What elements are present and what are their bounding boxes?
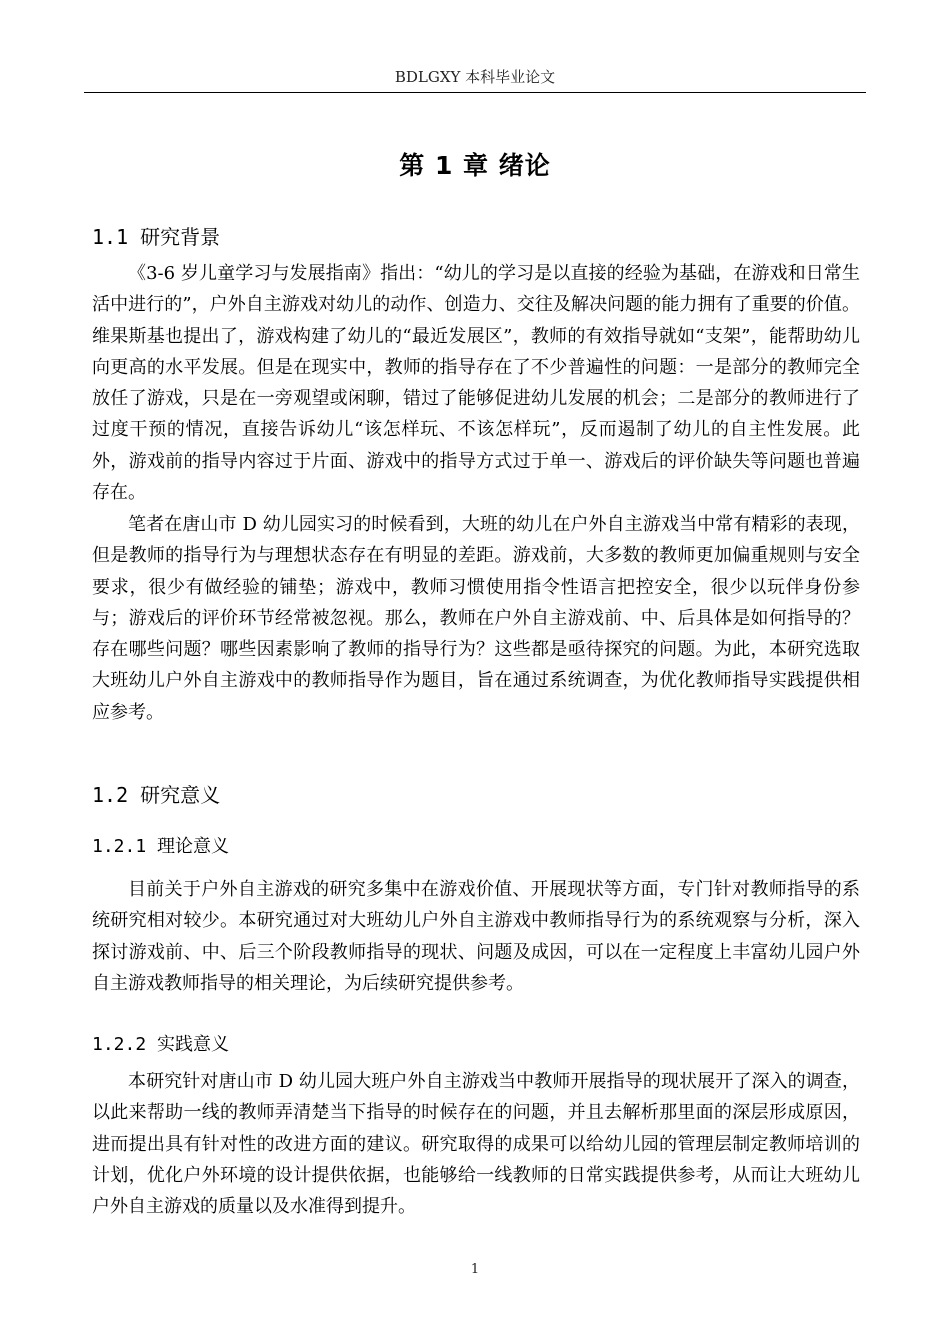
page-header: BDLGXY 本科毕业论文: [84, 66, 866, 93]
subsection-heading-1-2-2: 1.2.2 实践意义: [92, 1034, 230, 1055]
subsection-heading-1-2-1: 1.2.1 理论意义: [92, 836, 230, 857]
paragraph-background-1: 《3-6 岁儿童学习与发展指南》指出：“幼儿的学习是以直接的经验为基础，在游戏和日常生活中进行的”，户外自主游戏对幼儿的动作、创造力、交往及解决问题的能力拥有了重要的价值。维果斯基也提出了，游戏构建了幼儿的“最近发展区”，教师的有效指导就如“支架”，能帮助幼儿向更高的水平发展。但是在现实中，教师的指导存在了不少普遍性的问题：一是部分的教师完全放任了游戏，只是在一旁观望或闲聊，错过了能够促进幼儿发展的机会；二是部分的教师进行了过度干预的情况，直接告诉幼儿“该怎样玩、不该怎样玩”，反而遏制了幼儿的自主性发展。此外，游戏前的指导内容过于片面、游戏中的指导方式过于单一、游戏后的评价缺失等问题也普遍存在。: [92, 263, 860, 504]
page-number: 1: [470, 1262, 480, 1277]
paragraph-background-2: 笔者在唐山市 D 幼儿园实习的时候看到，大班的幼儿在户外自主游戏当中常有精彩的表现，但是教师的指导行为与理想状态存在有明显的差距。游戏前，大多数的教师更加偏重规则与安全要求，很少有做经验的铺垫；游戏中，教师习惯使用指令性语言把控安全，很少以玩伴身份参与；游戏后的评价环节经常被忽视。那么，教师在户外自主游戏前、中、后具体是如何指导的？存在哪些问题？哪些因素影响了教师的指导行为？这些都是亟待探究的问题。为此，本研究选取大班幼儿户外自主游戏中的教师指导作为题目，旨在通过系统调查，为优化教师指导实践提供相应参考。: [92, 514, 860, 723]
chapter-title: 第 1 章 绪论: [399, 151, 551, 180]
paragraph-practical: 本研究针对唐山市 D 幼儿园大班户外自主游戏当中教师开展指导的现状展开了深入的调查，以此来帮助一线的教师弄清楚当下指导的时候存在的问题，并且去解析那里面的深层形成原因，进而提出具有针对性的改进方面的建议。研究取得的成果可以给幼儿园的管理层制定教师培训的计划，优化户外环境的设计提供依据，也能够给一线教师的日常实践提供参考，从而让大班幼儿户外自主游戏的质量以及水准得到提升。: [92, 1071, 860, 1218]
paragraph-theoretical: 目前关于户外自主游戏的研究多集中在游戏价值、开展现状等方面，专门针对教师指导的系统研究相对较少。本研究通过对大班幼儿户外自主游戏中教师指导行为的系统观察与分析，深入探讨游戏前、中、后三个阶段教师指导的现状、问题及成因，可以在一定程度上丰富幼儿园户外自主游戏教师指导的相关理论，为后续研究提供参考。: [92, 879, 860, 994]
section-heading-1-2: 1.2 研究意义: [92, 783, 221, 807]
section-heading-1-1: 1.1 研究背景: [92, 225, 221, 249]
